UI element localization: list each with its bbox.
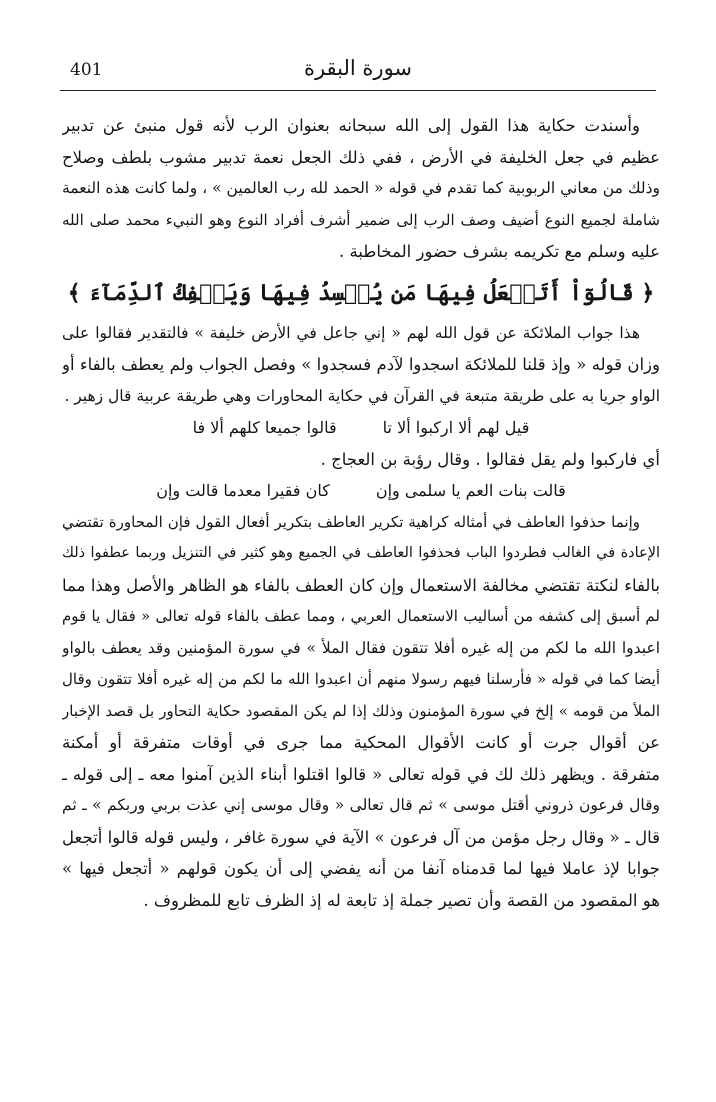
quran-verse: ﴿ قَالُوٓاْ أَتَجۡعَلُ فِيهَا مَن يُفۡسِدُ فِيهَا وَيَسۡفِكُ ٱلدِّمَآءَ ﴾: [67, 279, 655, 306]
text-line: بالفاء لنكتة تقتضي مخالفة الاستعمال وإن كان العطف بالفاء هو الظاهر والأصل وهذا مما: [62, 575, 660, 595]
page-body: [62, 110, 660, 916]
text-line: أي فاركبوا ولم يقل فقالوا . وقال رؤبة بن العجاج .: [320, 449, 660, 469]
poem-hemistich-second: كان فقيرا معدما قالت وإن: [156, 481, 330, 500]
text-line: شاملة لجميع النوع أضيف وصف الرب إلى ضمير أشرف أفراد النوع وهو النبيء محمد صلى الله: [62, 210, 660, 229]
text-line: لم أسبق إلى كشفه من أساليب الاستعمال العربي ، ومما عطف بالفاء قوله تعالى « فقال يا قوم: [62, 607, 660, 625]
poem-hemistich-first: قالت بنات العم يا سلمى وإن: [375, 481, 566, 500]
poem-hemistich-second: قالوا جميعا كلهم ألا فا: [192, 418, 337, 437]
text-line: جوابا لإذ عاملا فيها لما قدمناه آنفا من أنه يفضي إلى أن يكون قولهم « أتجعل فيها »: [62, 859, 660, 878]
poem-verse: [62, 412, 660, 444]
text-line: وذلك من معاني الربوبية كما تقدم في قوله « الحمد لله رب العالمين » ، ولما كانت هذه النعمة: [62, 179, 660, 197]
text-line: أيضا كما في قوله « فأرسلنا فيهم رسولا منهم أن اعبدوا الله ما لكم من إله غيره أفلا تتقون وقال: [62, 670, 660, 688]
text-line: وقال فرعون ذروني أقتل موسى » ثم قال تعالى « وقال موسى إني عذت بربي وربكم » ـ ثم: [62, 796, 660, 814]
text-line: عن أقوال جرت أو كانت الأقوال المحكية مما جرى في أوقات متفرقة أو أمكنة: [62, 733, 660, 752]
text-line: عظيم في جعل الخليفة في الأرض ، ففي ذلك الجعل نعمة تدبير مشوب بلطف وصلاح: [62, 147, 660, 167]
page-header: [60, 56, 656, 90]
text-line: هو المقصود من القصة وأن تصير جملة إذ تابعة له إذ الظرف تابع للمظروف .: [143, 890, 660, 910]
text-line: متفرقة . ويظهر ذلك لك في قوله تعالى « قالوا اقتلوا أبناء الذين آمنوا معه ـ إلى قوله ـ: [62, 764, 660, 784]
text-line: وإنما حذفوا العاطف في أمثاله كراهية تكرير العاطف بتكرير أفعال القول فإن المحاورة تقتضي: [62, 512, 640, 531]
surah-title: سورة البقرة: [303, 56, 413, 80]
text-line: قال ـ « وقال رجل مؤمن من آل فرعون » الآية في سورة غافر ، وليس قوله قالوا أتجعل: [62, 827, 660, 847]
page-number: 401: [70, 60, 103, 80]
text-line: وزان قوله « وإذ قلنا للملائكة اسجدوا لآدم فسجدوا » وفصل الجواب ولم يعطف بالفاء أو: [62, 355, 660, 374]
text-line: وأسندت حكاية هذا القول إلى الله سبحانه بعنوان الرب لأنه قول منبئ عن تدبير: [62, 116, 640, 135]
text-line: عليه وسلم مع تكريمه بشرف حضور المخاطبة .: [338, 242, 660, 261]
text-line: هذا جواب الملائكة عن قول الله لهم « إني جاعل في الأرض خليفة » فالتقدير فقالوا على: [62, 323, 640, 342]
header-divider: [60, 90, 656, 91]
text-line: اعبدوا الله ما لكم من إله غيره أفلا تتقون فقال الملأ » في سورة المؤمنين وقد يعطف بالواو: [62, 638, 660, 657]
text-line: الإعادة في الغالب فطردوا الباب فحذفوا العاطف في الجميع وهو كثير في التنزيل وربما عطفوا ذلك: [62, 545, 660, 561]
poem-verse: [62, 475, 660, 507]
text-line: الملأ من قومه » إلخ في سورة المؤمنون وذلك إذا لم يكن المقصود حكاية التحاور بل قصد الإخبار: [62, 701, 660, 720]
poem-hemistich-first: قيل لهم ألا اركبوا ألا تا: [382, 418, 530, 437]
text-line: الواو جريا به على طريقة متبعة في القرآن في حكاية المحاورات وهي طريقة عربية قال زهير .: [64, 386, 660, 405]
